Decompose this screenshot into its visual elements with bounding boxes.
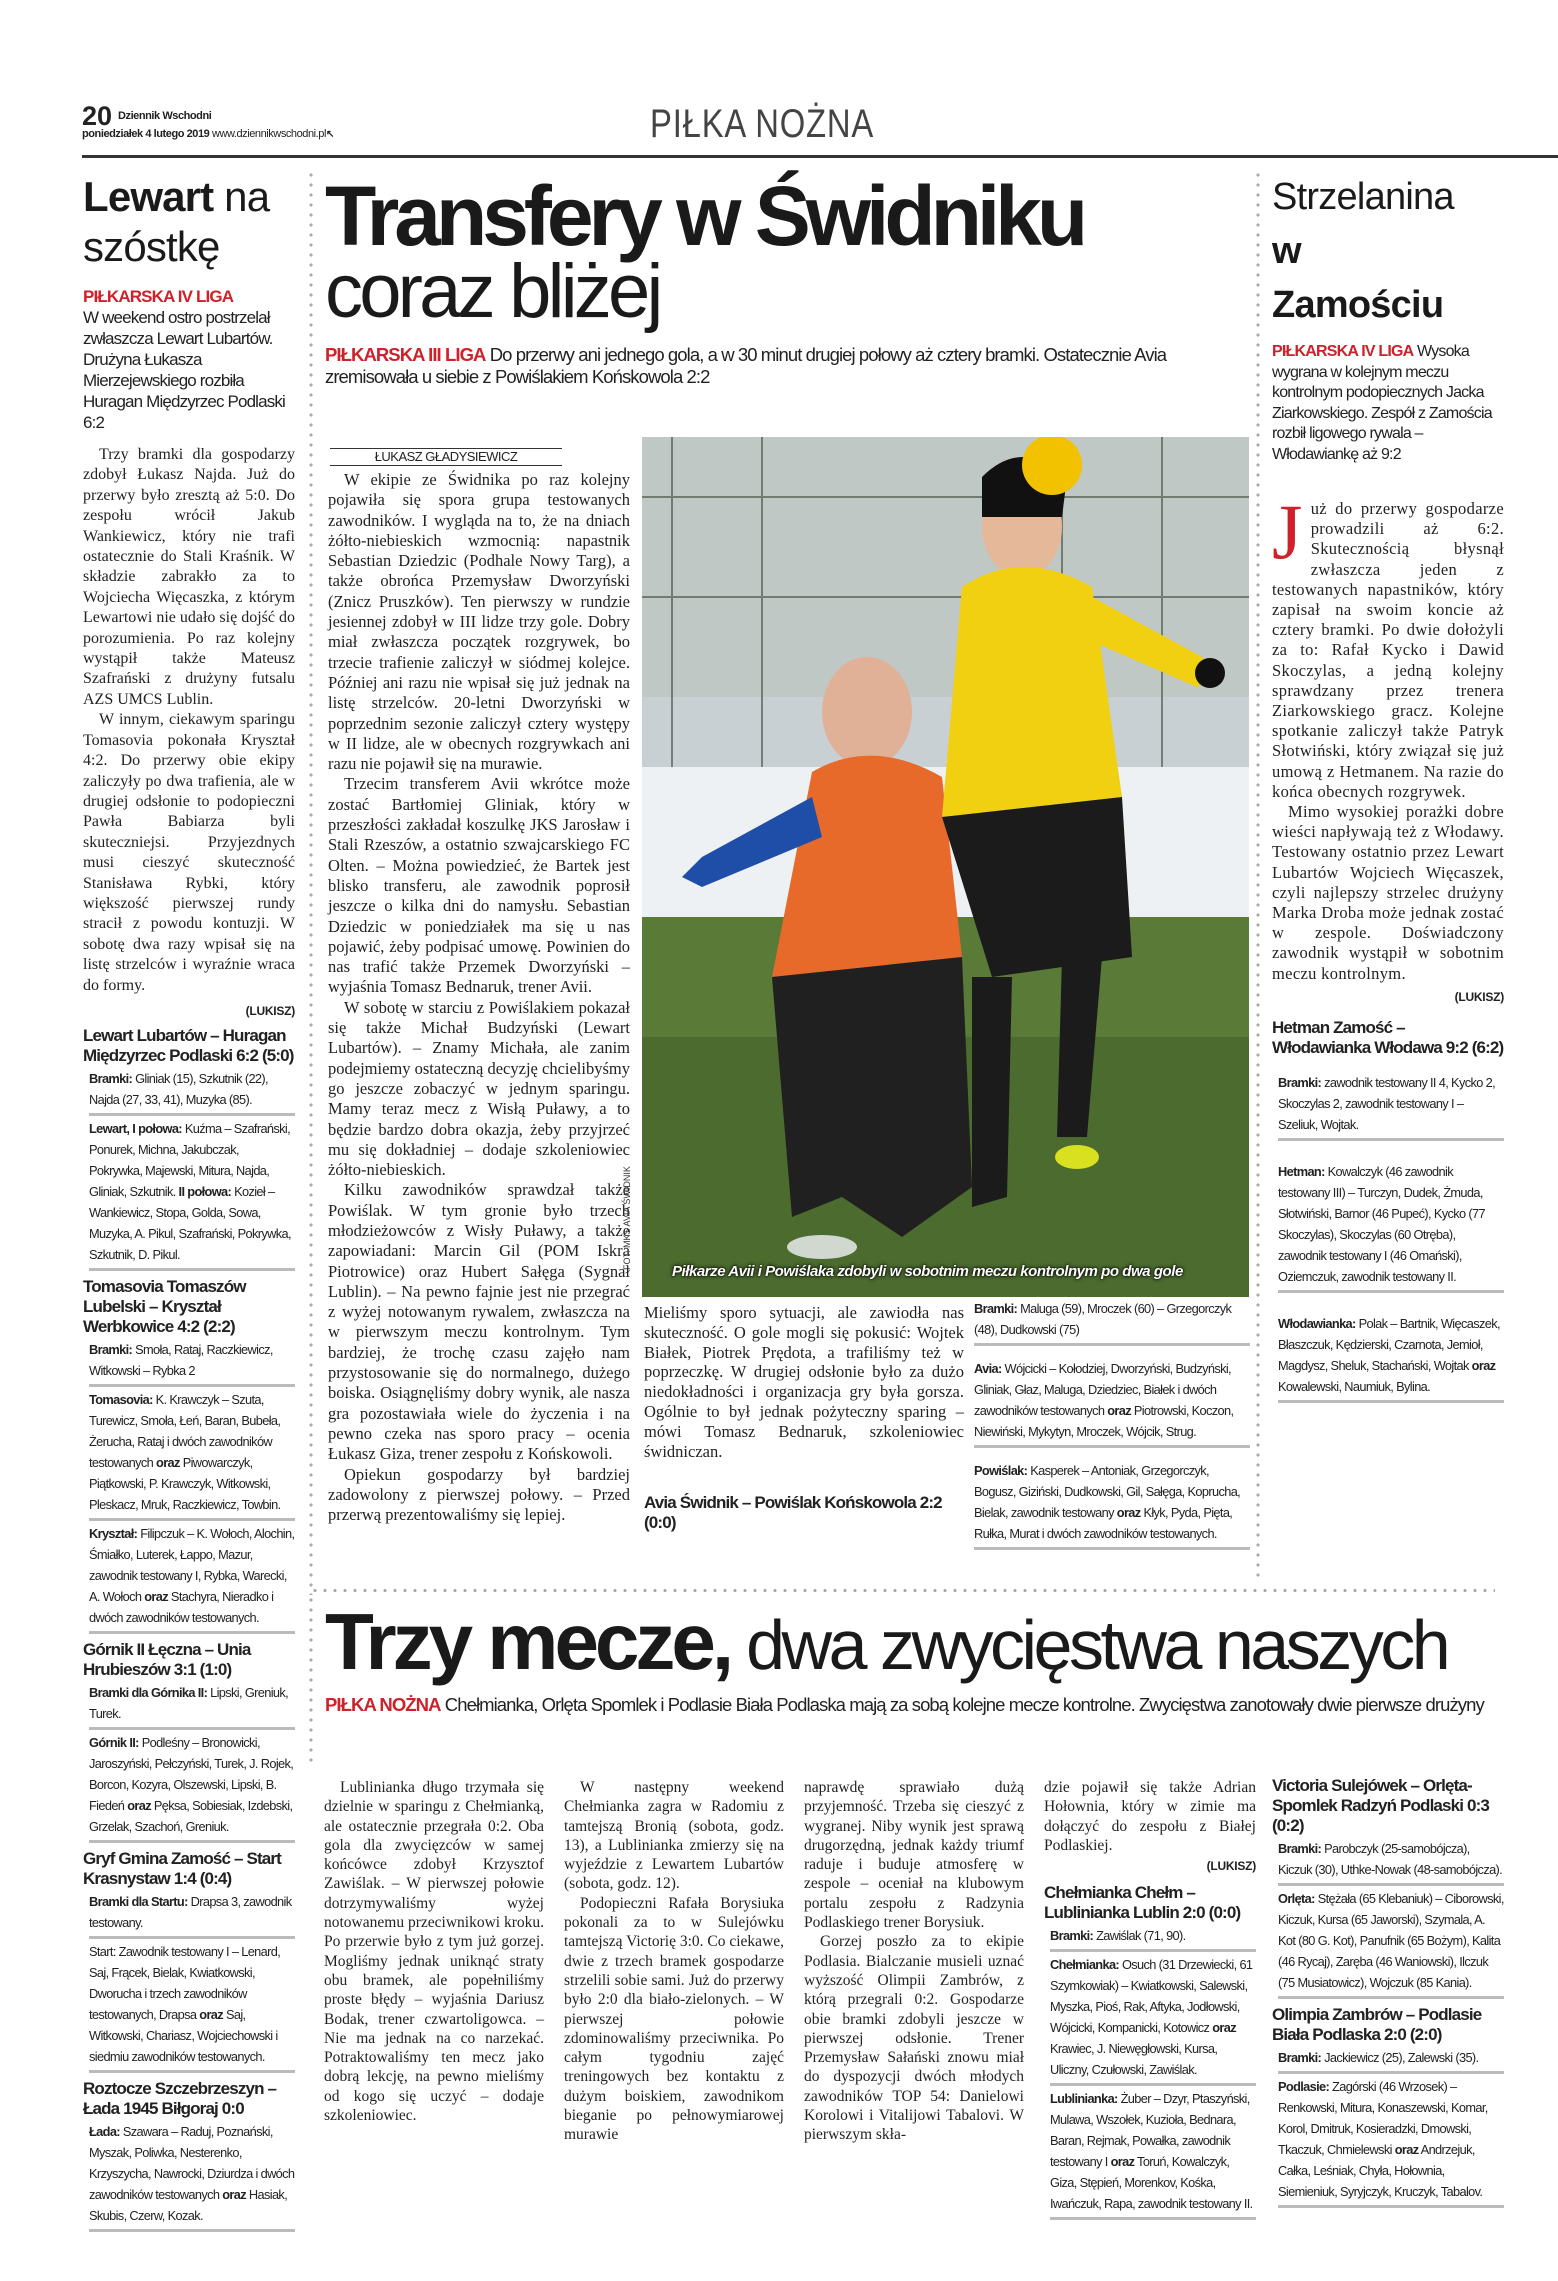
match-title: Olimpia Zambrów – Podlasie Biała Podlaska 2:0 (2:0) [1272, 2005, 1482, 2044]
drop-cap: J [1272, 488, 1303, 575]
left-article-title: Lewart na szóstkę [83, 173, 270, 270]
section-divider [310, 1588, 1495, 1593]
lineup-block: Bramki: Zawiślak (71, 90). [1050, 1923, 1256, 1952]
lineup-block: Powiślak: Kasperek – Antoniak, Grzegorczyk, Bogusz, Giziński, Dudkowski, Gil, Sałęga, Koprucha, Bielak, zawodnik testowany oraz Kłyk, Pyda, Pięta, Rułka, Murat i dwóch zawodników testowanych. [974, 1458, 1250, 1550]
bottom-match-chelmianka [1044, 1883, 1256, 2220]
main-article-subtitle: coraz bliżej [325, 249, 660, 334]
header-rule [82, 155, 1558, 158]
match-title: Gryf Gmina Zamość – Start Krasnystaw 1:4 (0:4) [83, 1848, 281, 1888]
signature: (LUKISZ) [245, 1003, 295, 1018]
main-article-lede: PIŁKARSKA III LIGA Do przerwy ani jednego gola, a w 30 minut drugiej połowy aż cztery bramki. Ostatecznie Avia zremisowała u siebie z Powiślakiem Końskowola 2:2 [325, 344, 1167, 387]
match-title: Roztocze Szczebrzeszyn – Łada 1945 Biłgoraj 0:0 [83, 2078, 277, 2118]
cursor-icon: ↖ [325, 129, 334, 140]
main-article-body: W ekipie ze Świdnika po raz kolejny pojawiła się spora grupa testowanych zawodników. I wygląda na to, że na dniach żółto-niebieskich wzmocnią: napastnik Sebastian Dziedzic (Podhale Nowy Targ), a także obrońca Przemysław Dworzyński (Znicz Pruszków). Ten pierwszy w rundzie jesiennej zdobył w III lidze trzy gole. Dobry miał zwłaszcza początek rozgrywek, bo trzecie trafienie zaliczył w siódmej kolejce. Później ani razu nie wpisał się już jednak na listę strzelców. 20-letni Dworzyński w poprzednim sezonie zaliczył cztery występy w II lidze, ale w obecnych rozgrywkach ani razu nie pojawił się na murawie. Trzecim transferem Avii wkrótce może zostać Bartłomiej Gliniak, który w przeszłości zakładał koszulkę JKS Jarosław i Stali Rzeszów, a ostatnio szwajcarskiego FC Olten. – Można powiedzieć, że Bartek jest blisko transferu, ale zawodnik poprosił jeszcze o kilka dni do namysłu. Sebastian Dziedzic w poniedziałek ma się u nas pojawić, żeby podpisać umowę. Powinien do nas trafić także Przemek Dworzyński – wyjaśnia Tomasz Bednaruk, trener Avii. W sobotę w starciu z Powiślakiem pokazał się także Michał Budzyński (Lewart Lubartów). – Znamy Michała, ale zanim podejmiemy ostateczną decyzję chcielibyśmy go jeszcze zobaczyć w jednym sparingu. Mamy teraz mecz z Wisłą Puławy, a to będzie bardzo dobra okazja, żeby przyjrzeć mu się dokładniej – dodaje szkoleniowiec żółto-niebieskich. Kilku zawodników sprawdzał także Powiślak. W tym gronie było trzech młodzieżowców z Wisły Puławy, a także zapowiadani: Marcin Gil (POM Iskra Piotrowice) oraz Hubert Sałęga (Sygnał Lublin). – Na pewno fajnie jest nie przegrać z wyżej notowanym rywalem, zwłaszcza na w pierwszym meczu kontrolnym. Tym bardziej, że trochę czasu zajęło nam przystosowanie się do normalnego, dużego boiska. Osiągnęliśmy dobry wynik, ale nasza gra pozostawiała wiele do życzenia i na pewno czeka nas sporo pracy – ocenia Łukasz Giza, trener zespołu z Końskowoli. Opiekun gospodarzy był bardziej zadowolony z pierwszej połowy. – Przed przerwą prezentowaliśmy się lepiej. [328, 470, 630, 1525]
main-article-header [325, 169, 1255, 388]
kicker: PIŁKARSKA IV LIGA [83, 287, 234, 306]
main-article-title: Transfery w Świdniku [325, 169, 1084, 263]
main-article-continuation: Mieliśmy sporo sytuacji, ale zawiodła nas skuteczność. O gole mogli się pokusić: Wojtek Białek, Piotrek Prędota, a trafiliśmy też w poprzeczkę. W drugiej odsłonie było za dużo niedokładności i organizacja gry była gorsza. Ogólnie to był jednak pożyteczny sparing – mówi Tomasz Bednaruk, szkoleniowiec świdniczan. [644, 1303, 964, 1461]
signature: (LUKISZ) [1206, 1859, 1256, 1874]
right-match-lineups [1272, 1070, 1504, 1403]
lineup-block: Avia: Wójcicki – Kołodziej, Dworzyński, Budzyński, Gliniak, Głaz, Maluga, Dziedziec, Białek i dwóch zawodników testowanych oraz Piotrowski, Koczon, Niewiński, Mykytyn, Mroczek, Wójcik, Strug. [974, 1356, 1250, 1448]
lineup-block: Włodawianka: Polak – Bartnik, Więcaszek, Błaszczuk, Kędzierski, Czarnota, Jemioł, Magdysz, Sheluk, Stachański, Wojtak oraz Kowalewski, Naumiuk, Bylina. [1278, 1311, 1504, 1403]
left-article [83, 172, 295, 2232]
lineup-block: Chełmianka: Osuch (31 Drzewiecki, 61 Szymkowiak) – Kwiatkowski, Salewski, Myszka, Pioś, Rak, Aftyka, Jodłowski, Wójcicki, Kompanicki, Kotowicz oraz Krawiec, J. Niewęgłowski, Kursa, Uliczny, Czułowski, Zawiślak. [1050, 1952, 1256, 2086]
football-players-image [642, 437, 1249, 1297]
lineup-block: Bramki: Parobczyk (25-samobójcza), Kiczuk (30), Uthke-Nowak (48-samobójcza). [1278, 1836, 1504, 1886]
lineup-block: Podlasie: Zagórski (46 Wrzosek) – Renkowski, Mitura, Konaszewski, Komar, Korol, Dmitruk, Kosieradzki, Dmowski, Tkaczuk, Chmielewski oraz Andrzejuk, Całka, Leśniak, Chyła, Hołownia, Siemieniuk, Syryjczyk, Kruczyk, Tabalov. [1278, 2074, 1504, 2208]
lineup-block: Bramki dla Startu: Drapsa 3, zawodnik testowany. [89, 1889, 295, 1939]
lineup-block: Bramki: Jackiewicz (25), Zalewski (35). [1278, 2045, 1504, 2074]
issue-date-line [82, 128, 334, 140]
bottom-article-col2: W następny weekend Chełmianka zagra w Radomiu z tamtejszą Bronią (sobota, godz. 13), a Lublinianka zmierzy się na wyjeździe z Lewartem Lubartów (sobota, godz. 12). Podopieczni Rafała Borysiuka pokonali za to w Sulejówku tamtejszą Victorię 3:0. Co ciekawe, dwie z trzech bramek gospodarze strzelili sobie sami. Już do przerwy było 2:0 dla biało-zielonych. – W pierwszej połowie zdominowaliśmy przeciwnika. Po całym tygodniu zajęć treningowych bez kontaktu z dużym boiskiem, zawodnikom bieganie po pełnowymiarowej murawie [564, 1779, 785, 2144]
bottom-match-victoria [1272, 1776, 1504, 1999]
match-title: Lewart Lubartów – Huragan Międzyrzec Podlaski 6:2 (5:0) [83, 1025, 294, 1065]
section-title: PIŁKA NOŻNA [650, 102, 875, 146]
column-divider [309, 170, 314, 1595]
bottom-article-col3: naprawdę sprawiało dużą przyjemność. Trzeba się cieszyć z wygranej. Niby wynik jest sprawą drugorzędną, jednak każdy triumf raduje i buduje atmosferę w zespole – oceniał na klubowym portalu zespołu z Radzynia Podlaskiego trener Borysiuk. Gorzej poszło za to ekipie Podlasia. Bialczanie musieli uznać wyższość Olimpii Zambrów, z którą przegrali 0:2. Gospodarze obie bramki zdobyli jeszcze w pierwszej odsłonie. Trener Przemysław Sałański znowu miał do dyspozycji dwóch młodych zawodników TOP 54: Danielowi Korolowi i Vitalijowi Tabalovi. W pierwszym skła- [804, 1779, 1024, 2144]
bottom-article-header [325, 1597, 1555, 1716]
bottom-match-olimpia [1272, 2005, 1504, 2208]
bottom-article-col4: dzie pojawił się także Adrian Hołownia, który w zimie ma dołączyć do zespołu z Białej Podlaskiej. (LUKISZ) Chełmianka Chełm – Lublinianka Lublin 2:0 (0:0) Bramki: Zawiślak (71, 90). Chełmianka: Osuch (31 Drzewiecki, 61 Szymkowiak) – Kwiatkowski, Salewski, Myszka, Pioś, Rak, Aftyka, Jodłowski, Wójcicki, Kompanicki, Kotowicz oraz Krawiec, J. Niewęgłowski, Kursa, Uliczny, Czułowski, Zawiślak. Lublinianka: Żuber – Dzyr, Ptaszyński, Mulawa, Wszołek, Kuzioła, Bednara, Baran, Rejmak, Powałka, zawodnik testowany I oraz Toruń, Kowalczyk, Giza, Stępień, Morenkov, Kośka, Iwańczuk, Rapa, zawodnik testowany II. [1044, 1778, 1256, 2220]
author-byline: ŁUKASZ GŁADYSIEWICZ [330, 448, 562, 466]
lineup-block: Start: Zawodnik testowany I – Lenard, Saj, Frącek, Bielak, Kwiatkowski, Dworucha i trzech zawodników testowanych, Drapsa oraz Saj, Witkowski, Chariasz, Wojciechowski i siedmiu zawodników testowanych. [89, 1939, 295, 2073]
paper-name: Dziennik Wschodni [118, 110, 212, 122]
bottom-article-col1: Lublinianka długo trzymała się dzielnie w sparingu z Chełmianką, ale ostatecznie przegrała 0:2. Oba gola dla zwycięzców w samej końcówce zdobył Krzysztof Zawiślak. – W pierwszej połowie dotrzymywaliśmy wyżej notowanemu przeciwnikowi kroku. Po przerwie było z tym już gorzej. Mogliśmy jednak uniknąć straty obu bramek, ale popełniliśmy proste błędy – wyjaśnia Dariusz Bodak, trener czwartoligowca. – Nie ma jednak na co narzekać. Potraktowaliśmy ten mecz jako dobrą lekcję, na pewno mieliśmy od kogo się uczyć – dodaje szkoleniowiec. [324, 1779, 544, 2125]
lineup-block: Bramki dla Górnika II: Lipski, Greniuk, Turek. [89, 1680, 295, 1730]
lineup-block: Hetman: Kowalczyk (46 zawodnik testowany III) – Turczyn, Dudek, Żmuda, Słotwiński, Barnor (46 Pupeć), Kycko (77 Skoczylas), Skoczylas (60 Otręba), zawodnik testowany I (46 Omański), Oziemczuk, zawodnik testowany II. [1278, 1159, 1504, 1293]
right-match-title: Hetman Zamość – Włodawianka Włodawa 9:2 (6:2) [1272, 1017, 1504, 1057]
lineup-block: Bramki: Smoła, Rataj, Raczkiewicz, Witkowski – Rybka 2 [89, 1337, 295, 1387]
main-match-title: Avia Świdnik – Powiślak Końskowola 2:2 (0:0) [644, 1493, 942, 1532]
lineup-block: Kryształ: Filipczuk – K. Wołoch, Alochin, Śmiałko, Luterek, Łappo, Mazur, zawodnik testowany I, Rybka, Warecki, A. Wołoch oraz Stachyra, Nieradko i dwóch zawodników testowanych. [89, 1521, 295, 1634]
page-number: 20 [82, 101, 113, 131]
column-divider [309, 1595, 314, 1765]
lineup-block: Łada: Szawara – Raduj, Poznański, Myszak, Poliwka, Nesterenko, Krzyszycha, Nawrocki, Dziurdza i dwóch zawodników testowanych oraz Hasiak, Skubis, Czerw, Kozak. [89, 2119, 295, 2232]
lineup-block: Lewart, I połowa: Kuźma – Szafrański, Ponurek, Michna, Jakubczak, Pokrywka, Majewski, Mitura, Najda, Gliniak, Szkutnik. II połowa: Kozieł – Wankiewicz, Stopa, Golda, Sowa, Muzyka, A. Pikul, Szafrański, Pokrywka, Szkutnik, D. Pikul. [89, 1116, 295, 1271]
site-url[interactable]: www.dziennikwschodni.pl [211, 128, 326, 140]
lineup-block: Bramki: zawodnik testowany II 4, Kycko 2, Skoczylas 2, zawodnik testowany I – Szeliuk, Wojtak. [1278, 1070, 1504, 1141]
lineup-block: Bramki: Gliniak (15), Szkutnik (22), Najda (27, 33, 41), Muzyka (85). [89, 1066, 295, 1116]
signature: (LUKISZ) [1454, 989, 1504, 1004]
column-divider [1256, 170, 1261, 1580]
main-match-lineups [968, 1296, 1250, 1560]
lineup-block: Bramki: Maluga (59), Mroczek (60) – Grzegorczyk (48), Dudkowski (75) [974, 1296, 1250, 1346]
right-article-body: Już do przerwy gospodarze prowadzili aż 6:2. Skutecznością błysnął zwłaszcza jeden z testowanych napastników, który zapisał na swoim koncie aż cztery bramki. Po dwie dołożyli za to: Rafał Kycko i Dawid Skoczylas, a jedną kolejny sprawdzany przez trenera Ziarkowskiego gracz. Kolejne spotkanie zaliczył także Patryk Słotwiński, który związał się już umową z Hetmanem. Na razie do końca obecnych rozgrywek. Mimo wysokiej porażki dobre wieści napływają też z Włodawy. Testowany ostatnio przez Lewart Lubartów Wojciech Więcaszek, czyli najlepszy strzelec drużyny Marka Droba może jednak zostać w zespole. Doświadczony zawodnik wystąpił w sobotnim meczu kontrolnym. [1272, 488, 1504, 983]
bottom-article-lede: PIŁKA NOŻNA Chełmianka, Orlęta Spomlek i Podlasie Biała Podlaska mają za sobą kolejne mecze kontrolne. Zwycięstwa zanotowały dwie pierwsze drużyny [325, 1694, 1484, 1715]
match-title: Chełmianka Chełm – Lublinianka Lublin 2:0 (0:0) [1044, 1883, 1241, 1923]
left-article-body: Trzy bramki dla gospodarzy zdobył Łukasz Najda. Już do przerwy było zresztą aż 5:0. Do zespołu wrócił Jakub Wankiewicz, który nie trafi ostatecznie do Stali Kraśnik. W składzie zabrakło za to Wojciecha Więcaszka, z którym Lewartowi nie udało się dojść do porozumienia. Po raz kolejny wystąpił także Mateusz Szafrański z drużyny futsalu AZS UMCS Lublin. W innym, ciekawym sparingu Tomasovia pokonała Kryształ 4:2. Do przerwy obie ekipy zaliczyły po dwa trafienia, ale w drugiej odsłonie to podopieczni Pawła Babiarza byli skuteczniejsi. Przyjezdnych musi cieszyć skuteczność Stanisława Rybki, który większość pierwszej rundy stracił z powodu kontuzji. W sobotę dwa razy wpisał się na listę strzelców i wyraźnie wraca do formy. [83, 446, 295, 994]
match-title: Górnik II Łęczna – Unia Hrubieszów 3:1 (1:0) [83, 1639, 251, 1679]
right-article [1272, 170, 1504, 1421]
match-title: Tomasovia Tomaszów Lubelski – Kryształ Werbkowice 4:2 (2:2) [83, 1276, 246, 1336]
lineup-block: Tomasovia: K. Krawczyk – Szuta, Turewicz, Smoła, Łeń, Baran, Bubeła, Żerucha, Rataj i dwóch zawodników testowanych oraz Piwowarczyk, Piątkowski, P. Krawczyk, Witkowski, Pleskacz, Mruk, Raczkiewicz, Towbin. [89, 1387, 295, 1521]
lineup-block: Górnik II: Podleśny – Bronowicki, Jaroszyński, Pełczyński, Turek, J. Rojek, Borcon, Kozyra, Olszewski, Lipski, B. Fiedeń oraz Pęksa, Sobiesiak, Izdebski, Grzelak, Szachoń, Greniuk. [89, 1730, 295, 1843]
left-article-lede: PIŁKARSKA IV LIGA W weekend ostro postrzelał zwłaszcza Lewart Lubartów. Drużyna Łukasza Mierzejewskiego rozbiła Huragan Międzyrzec Podlaski 6:2 [83, 286, 295, 433]
bottom-article-title: Trzy mecze, dwa zwycięstwa naszych [325, 1597, 1448, 1686]
match-photo [642, 437, 1249, 1297]
left-match-results [83, 1026, 295, 2232]
lineup-block: Orlęta: Stężała (65 Klebaniuk) – Ciborowski, Kiczuk, Kursa (65 Jaworski), Szymala, A. Kot (80 G. Kot), Panufnik (65 Bożym), Kalita (46 Rycaj), Zaręba (46 Waniowski), Ilczuk (75 Musiatowicz), Wojczuk (85 Kania). [1278, 1886, 1504, 1999]
lineup-block: Lublinianka: Żuber – Dzyr, Ptaszyński, Mulawa, Wszołek, Kuzioła, Bednara, Baran, Rejmak, Powałka, zawodnik testowany I oraz Toruń, Kowalczyk, Giza, Stępień, Morenkov, Kośka, Iwańczuk, Rapa, zawodnik testowany II. [1050, 2086, 1256, 2220]
photo-credit: FOT. MKS AVIA ŚWIDNIK [622, 1166, 632, 1270]
bottom-article-col5 [1272, 1770, 1504, 2208]
issue-date: poniedziałek 4 lutego 2019 [82, 128, 210, 140]
right-article-lede: PIŁKARSKA IV LIGA Wysoka wygrana w kolejnym meczu kontrolnym podopiecznych Jacka Ziarkowskiego. Zespół z Zamościa rozbił ligowego rywala – Włodawiankę aż 9:2 [1272, 343, 1492, 463]
match-title: Victoria Sulejówek – Orlęta-Spomlek Radzyń Podlaski 0:3 (0:2) [1272, 1776, 1490, 1835]
right-article-title: Strzelanina w Zamościu [1272, 176, 1454, 326]
photo-caption: Piłkarze Avii i Powiślaka zdobyli w sobotnim meczu kontrolnym po dwa gole [672, 1263, 1183, 1280]
